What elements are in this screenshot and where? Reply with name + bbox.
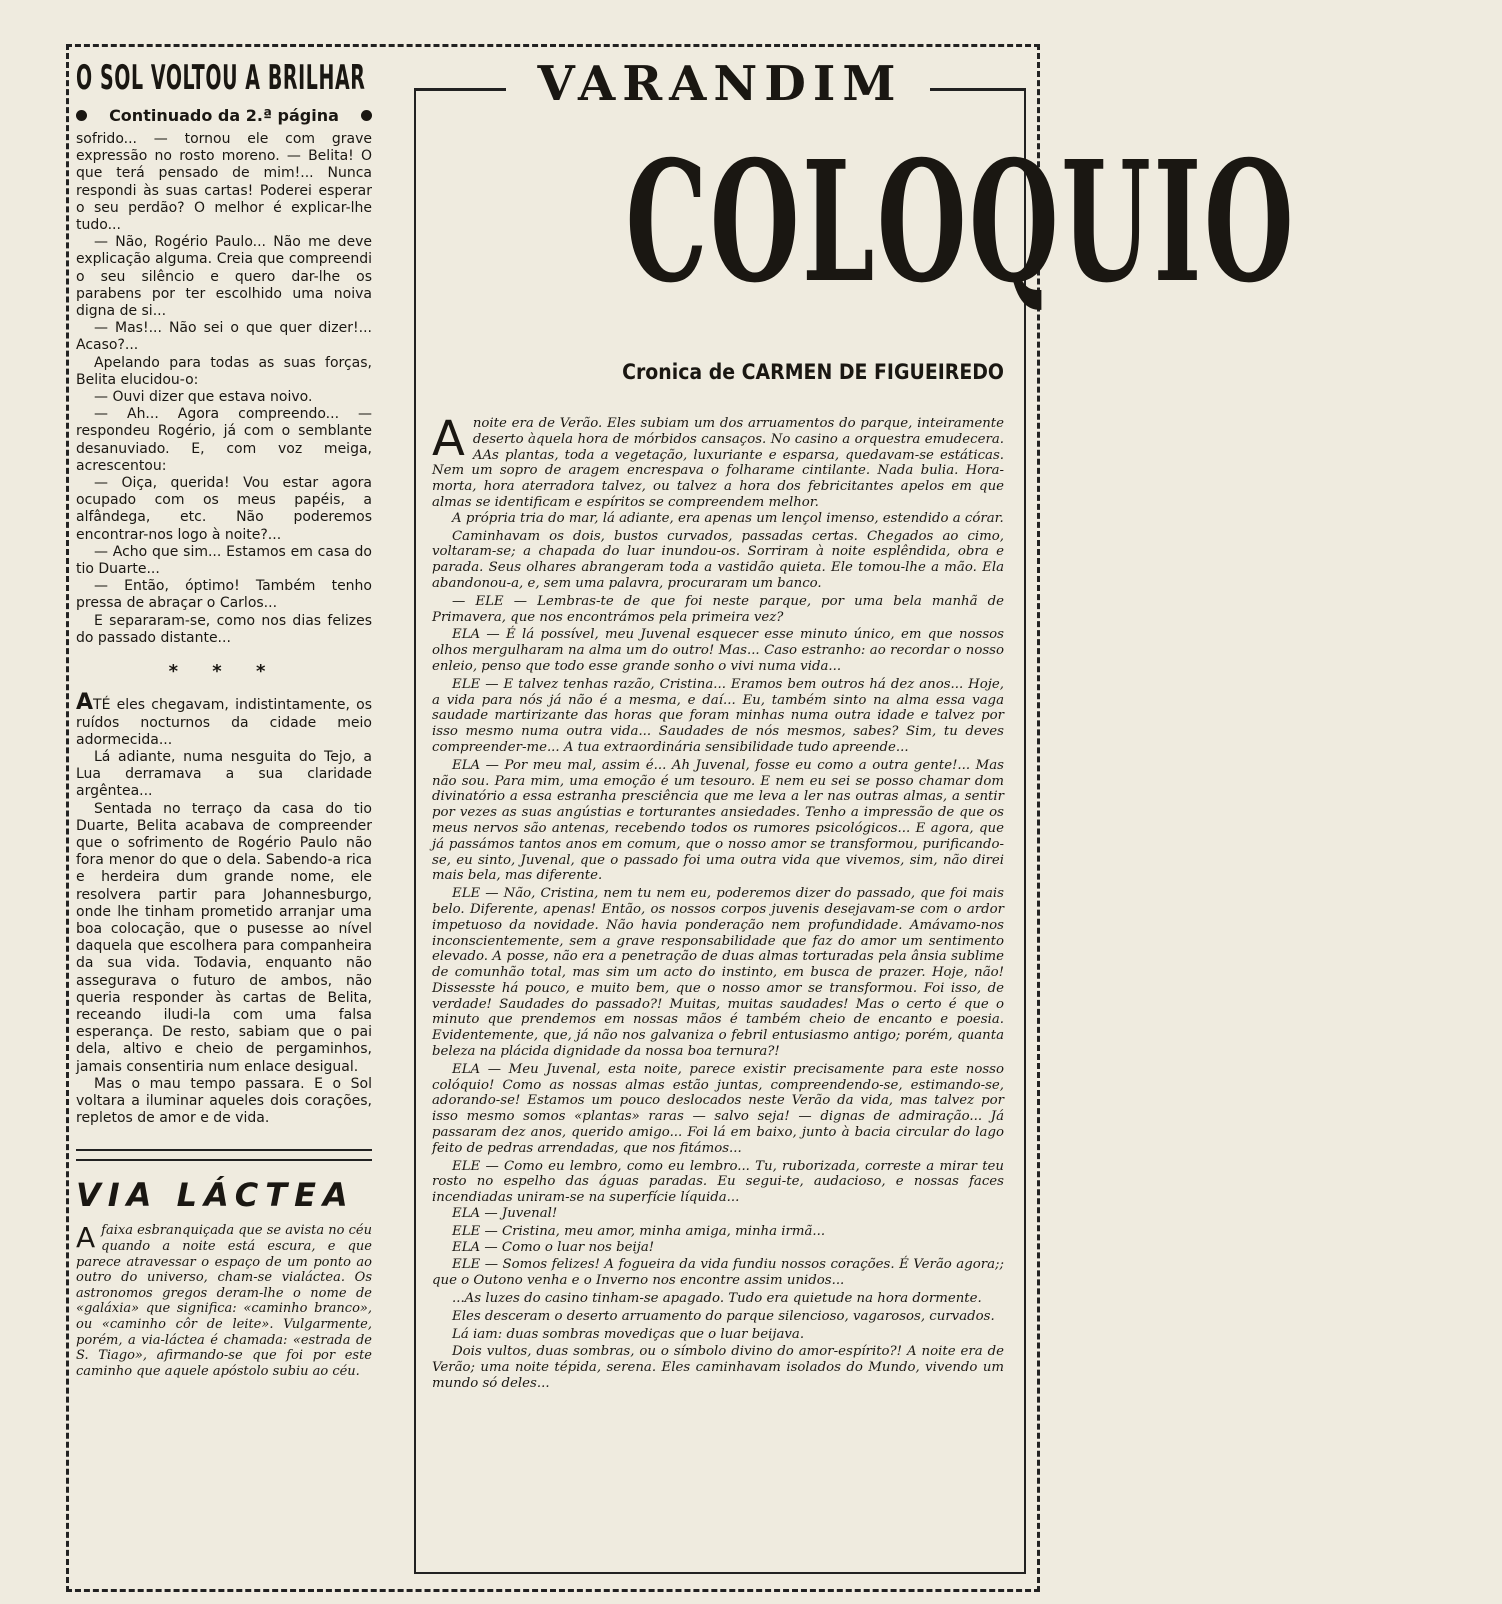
continued-label: Continuado da 2.ª página <box>109 106 339 125</box>
bullet-icon <box>361 110 372 121</box>
paragraph: Eles desceram o deserto arruamento do parque silencioso, vagarosos, curvados. <box>452 1308 995 1324</box>
paragraph: — Não, Rogério Paulo... Não me deve explicação alguma. Creia que compreendi o seu silêncio e quero dar-lhe os parabens por ter escolhido uma noiva digna de si... <box>76 234 372 320</box>
paragraph: Lá adiante, numa nesguita do Tejo, a Lua derramava a sua claridade argêntea... <box>76 748 372 800</box>
paragraph: E separaram-se, como nos dias felizes do passado distante... <box>76 612 372 646</box>
via-lactea-title: VIA LÁCTEA <box>76 1176 355 1215</box>
masthead-rule <box>414 88 506 91</box>
paragraph: — ELE — Lembras-te de que foi neste parque, por uma bela manhã de Primavera, que nos encontrámos pela primeira vez? <box>432 593 1004 625</box>
paragraph: Sentada no terraço da casa do tio Duarte, Belita acabava de compreender que o sofrimento de Rogério Paulo não fora menor do que o dela. Sabendo-a rica e herdeira dum grande nome, ele resolvera partir para Johannesburgo, onde lhe tinham prometido arranjar uma boa colocação, que o pusesse ao nível daquela que escolhera para companheira da sua vida. Todavia, enquanto não assegurava o futuro de ambos, não queria responder às cartas de Belita, receando iludi-la com uma falsa esperança. De resto, sabiam que o pai dela, altivo e cheio de pergaminhos, jamais consentiria num enlace desigual. <box>76 800 372 1075</box>
varandim-masthead <box>414 56 1026 112</box>
masthead-rule <box>930 88 1026 91</box>
paragraph: ELE — Como eu lembro, como eu lembro... Tu, ruborizada, correste a mirar teu rosto no espelho das águas paradas. Eu segui-te, audacioso, e nossas faces incendiadas uniram-se na superfície líquida... <box>432 1158 1004 1206</box>
paragraph: ELA — Por meu mal, assim é... Ah Juvenal, fosse eu como a outra gente!... Mas não sou. Para mim, uma emoção é um tesouro. E nem eu sei se posso chamar dom divinatório a essa estranha presciência que me leva a ler nas outras almas, a sentir por vezes as suas angústias e torturantes ansiedades. Tenho a impressão de que os meus nervos são antenas, recebendo todos os rumores psicológicos... E agora, que já passámos tantos anos em comum, que o nosso amor se transformou, purificando-se, eu sinto, Juvenal, que o passado foi uma outra vida que vivemos, sim, não direi mais bela, mas diferente. <box>432 757 1004 884</box>
paragraph: Mas o mau tempo passara. E o Sol voltara a iluminar aqueles dois corações, repletos de amor e de vida. <box>76 1075 372 1127</box>
right-article-body <box>432 411 1004 1392</box>
paragraph: sofrido... — tornou ele com grave expressão no rosto moreno. — Belita! O que terá pensado de mim!... Nunca respondi às suas cartas! Poderei esperar o seu perdão? O melhor é explicar-lhe tudo... <box>76 131 372 234</box>
via-lactea-text: faixa esbranquiçada que se avista no céu quando a noite está escura, e que parece atravessar o espaço de um ponto ao outro do universo, cham-se vialáctea. Os astronomos gregos deram-lhe o nome de «galáxia» que significa: «caminho branco», ou «caminho côr de leite». Vulgarmente, porém, a via-láctea é chamada: «estrada de S. Tiago», afirmando-se que foi por este caminho que aquele apóstolo subiu ao céu. <box>76 1223 372 1379</box>
paragraph: — Ah... Agora compreendo... — respondeu Rogério, já com o semblante desanuviado. E, com voz meiga, acrescentou: <box>76 406 372 474</box>
section-separator: * * * <box>168 661 280 683</box>
section-divider <box>76 1149 372 1161</box>
paragraph: ELE — Somos felizes! A fogueira da vida fundiu nossos corações. É Verão agora;; que o Outono venha e o Inverno nos encontre assim unidos... <box>432 1257 1004 1289</box>
drop-cap: A <box>76 1221 96 1255</box>
article-title-text: COLOQUIO <box>625 125 1297 320</box>
paragraph: Caminhavam os dois, bustos curvados, passadas certas. Chegados ao cimo, voltaram-se; a chapada do luar inundou-os. Sorriram à noite esplêndida, obra e parada. Seus olhares abrangeram toda a vastidão quieta. Ele tomou-lhe a mão. Ela abandonou-a, e, sem uma palavra, procuraram um banco. <box>432 528 1004 591</box>
paragraph: ELE — Cristina, meu amor, minha amiga, minha irmã... <box>452 1223 826 1239</box>
left-article-title: O SOL VOLTOU A BRILHAR <box>76 58 366 98</box>
paragraph: — Acho que sim... Estamos em casa do tio Duarte... <box>76 543 372 578</box>
bullet-icon <box>76 110 87 121</box>
paragraph: — Mas!... Não sei o que quer dizer!... Acaso?... <box>76 320 372 354</box>
paragraph: — Ouvi dizer que estava noivo. <box>94 389 313 406</box>
paragraph: Apelando para todas as suas forças, Belita elucidou-o: <box>76 354 372 388</box>
paragraph: ELE — Não, Cristina, nem tu nem eu, poderemos dizer do passado, que foi mais belo. Diferente, apenas! Então, os nossos corpos juvenis desejavam-se com o ardor impetuoso da novidade. Não havia ponderação nem profundidade. Amávamo-nos inconscientemente, sem a grave responsabilidade que faz do amor um sentimento elevado. A posse, não era a penetração de duas almas torturadas pela ânsia sublime de comunhão total, mas sim um acto do instinto, em busca de prazer. Hoje, não! Dissesste há pouco, e muito bem, que o nosso amor se transformou. Foi isso, de verdade! Saudades do passado?! Muitas, muitas saudades! Mas o certo é que o minuto que prendemos em nossas mãos é também cheio de encanto e poesia. Evidentemente, que, já não nos galvaniza o febril entusiasmo antigo; porém, quanta beleza na plácida dignidade da nossa boa ternura?! <box>432 886 1004 1060</box>
paragraph-text: noite era de Verão. Eles subiam um dos arruamentos do parque, inteiramente deserto àquela hora de mórbidos cansaços. No casino a orquestra emudecera. AAs plantas, toda a vegetação, luxuriante e esparsa, quedavam-se estáticas. Nem um sopro de aragem encrespava o folharame cintilante. Nada bulia. Hora-morta, hora aterradora talvez, ou talvez a hora dos febricitantes apelos em que almas se identificam e espíritos se compreendem melhor. <box>432 416 1004 510</box>
masthead-title: VARANDIM <box>537 56 903 112</box>
paragraph: ELA — Juvenal! <box>452 1206 558 1222</box>
paragraph: ATÉ eles chegavam, indistintamente, os ruídos nocturnos da cidade meio adormecida... <box>76 690 372 748</box>
paragraph: ...As luzes do casino tinham-se apagado. Tudo era quietude na hora dormente. <box>452 1291 982 1307</box>
paragraph: Lá iam: duas sombras movediças que o luar beijava. <box>452 1326 805 1342</box>
paragraph: ELA — Como o luar nos beija! <box>452 1239 655 1255</box>
paragraph <box>432 411 1004 511</box>
paragraph: ELA — Meu Juvenal, esta noite, parece existir precisamente para este nosso colóquio! Como as nossas almas estão juntas, compreendendo-se, estimando-se, adorando-se! Estamos um pouco deslocados neste Verão da vida, mas talvez por isso mesmo somos «plantas» raras — salvo seja! — dignas de admiração... Já passaram dez anos, querido amigo... Foi lá em baixo, junto à bacia circular do lago feito de pedras arrendadas, que nos fitámos... <box>432 1061 1004 1156</box>
paragraph: — Oiça, querida! Vou estar agora ocupado com os meus papéis, a alfândega, etc. Não poderemos encontrar-nos logo à noite?... <box>76 475 372 543</box>
left-column <box>76 58 372 1379</box>
continued-subhead <box>76 106 372 125</box>
left-article-body <box>76 131 372 1127</box>
paragraph: ELA — É lá possível, meu Juvenal esquecer esse minuto único, em que nossos olhos mergulharam na alma um do outro! Mas... Caso estranho: ao recordar o nosso enleio, penso que todo esse grande sonho o vivi numa vida... <box>432 627 1004 674</box>
paragraph: Dois vultos, duas sombras, ou o símbolo divino do amor-espírito?! A noite era de Verão; uma noite tépida, serena. Eles caminhavam isolados do Mundo, vivendo um mundo só deles... <box>432 1344 1004 1392</box>
article-title <box>420 125 1297 320</box>
paragraph: ELE — E talvez tenhas razão, Cristina... Eramos bem outros há dez anos... Hoje, a vida para nós já não é a mesma, e daí... Eu, também sinto na alma essa vaga saudade martirizante das horas que foram minhas numa outra idade e talvez por isso mesmo numa outra vida... Saudades de nós mesmos, sabes? Sim, tu deves compreender-me... A tua extraordinária sensibilidade tudo apreende... <box>432 676 1004 755</box>
paragraph: A própria tria do mar, lá adiante, era apenas um lençol imenso, estendido a córar. <box>452 510 1004 526</box>
via-lactea-body <box>76 1223 372 1379</box>
paragraph: — Então, óptimo! Também tenho pressa de abraçar o Carlos... <box>76 578 372 612</box>
drop-cap: A <box>432 411 465 467</box>
byline: Cronica de CARMEN DE FIGUEIREDO <box>622 360 1004 384</box>
